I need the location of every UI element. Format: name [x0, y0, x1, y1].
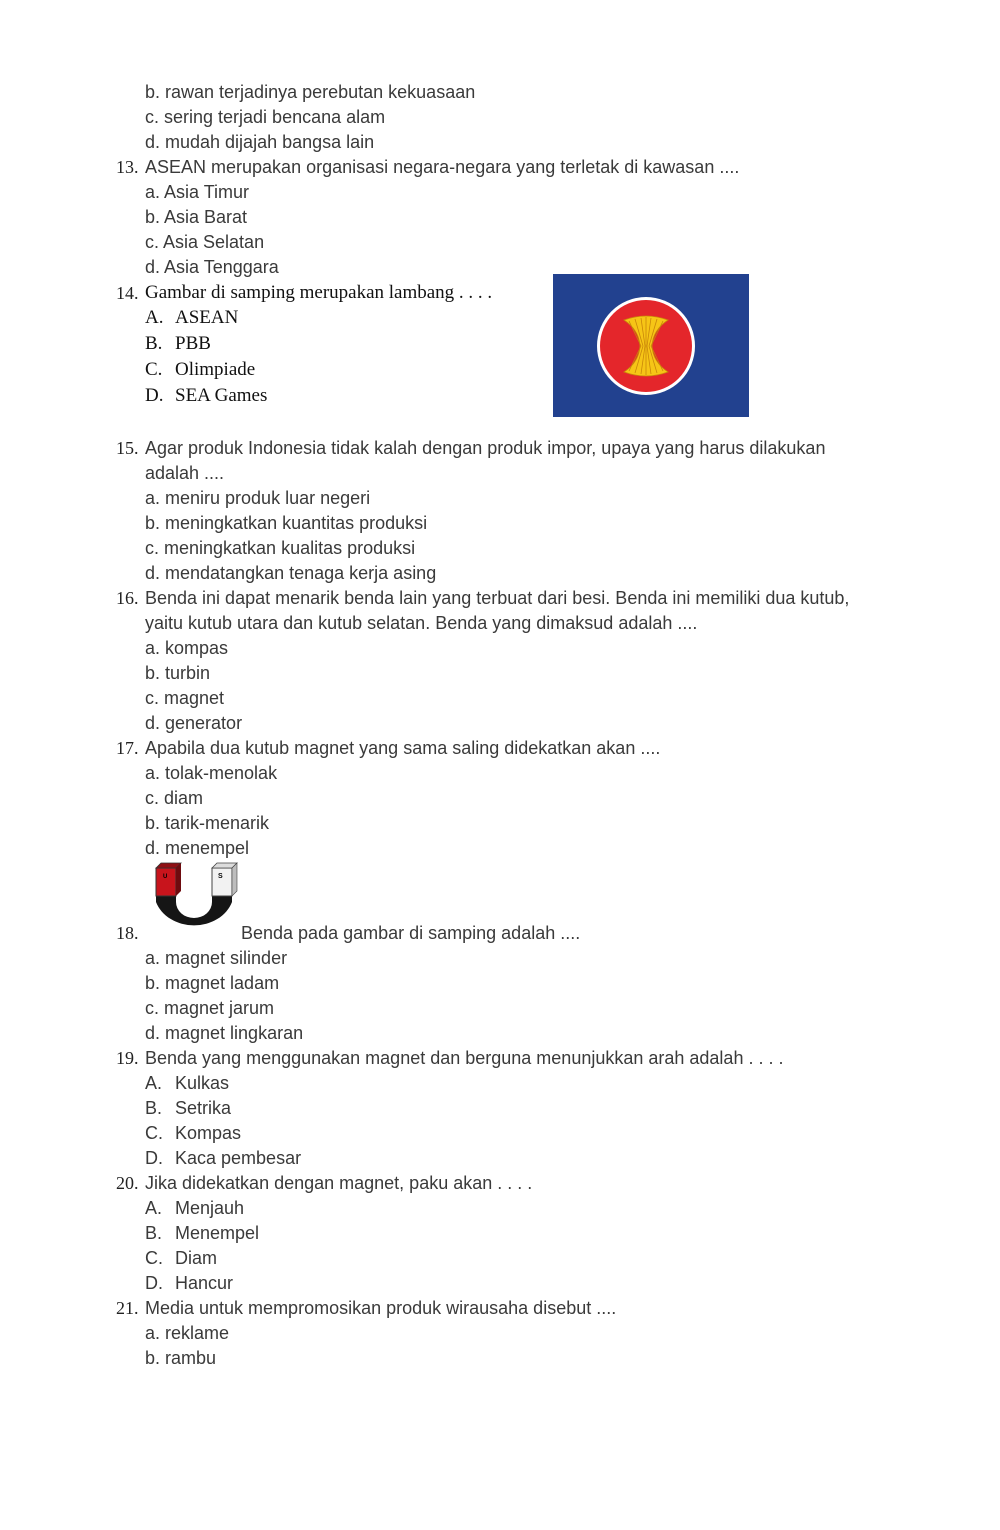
q20-option-d-text: Hancur [175, 1273, 234, 1293]
q20-option-b [145, 1222, 259, 1244]
q18-option-d: d. magnet lingkaran [145, 1023, 304, 1043]
q18-text: Benda pada gambar di samping adalah .... [241, 923, 581, 943]
q19-option-d [145, 1147, 301, 1169]
q17-option-b: b. tarik-menarik [145, 813, 270, 833]
q19-option-b [145, 1097, 231, 1119]
q19-option-d-label: D. [145, 1148, 163, 1168]
magnet-label-u: U [163, 874, 168, 880]
q13-option-b: b. Asia Barat [145, 207, 248, 227]
q14-option-b-text: PBB [175, 333, 211, 354]
q20-option-b-text: Menempel [175, 1223, 260, 1243]
q14-option-b-label: B. [145, 333, 163, 354]
q16-option-c: c. magnet [145, 688, 225, 708]
q19-option-d-text: Kaca pembesar [175, 1148, 302, 1168]
q17-option-a: a. tolak-menolak [145, 763, 278, 783]
q15-text-line1: Agar produk Indonesia tidak kalah dengan produk impor, upaya yang harus dilakukan [145, 438, 826, 458]
q21-number: 21. [116, 1298, 139, 1318]
q19-option-c-text: Kompas [175, 1123, 242, 1143]
q12-option-d: d. mudah dijajah bangsa lain [145, 132, 375, 152]
q18-option-a: a. magnet silinder [145, 948, 288, 968]
q13-option-c: c. Asia Selatan [145, 232, 265, 252]
q20-option-c-text: Diam [175, 1248, 218, 1268]
q17-option-d: d. menempel [145, 838, 250, 858]
q19-text: Benda yang menggunakan magnet dan berguna menunjukkan arah adalah . . . . [145, 1048, 784, 1068]
q13-option-d: d. Asia Tenggara [145, 257, 279, 277]
q20-option-a [145, 1197, 244, 1219]
q12-option-b: b. rawan terjadinya perebutan kekuasaan [145, 82, 476, 102]
q20-option-b-label: B. [145, 1223, 163, 1243]
q21-text: Media untuk mempromosikan produk wirausaha disebut .... [145, 1298, 617, 1318]
magnet-south-side [232, 863, 237, 896]
magnet-label-s: S [218, 873, 223, 880]
q20-option-c-label: C. [145, 1248, 163, 1268]
q14-option-c-label: C. [145, 359, 163, 380]
q15-option-c: c. meningkatkan kualitas produksi [145, 538, 416, 558]
q16-option-b: b. turbin [145, 663, 211, 683]
q12-option-c: c. sering terjadi bencana alam [145, 107, 386, 127]
q19-option-b-text: Setrika [175, 1098, 232, 1118]
q14-number: 14. [116, 283, 139, 303]
q14-option-d-label: D. [145, 385, 164, 406]
q17-number: 17. [116, 738, 139, 758]
q20-option-d-label: D. [145, 1273, 163, 1293]
q19-option-c-label: C. [145, 1123, 163, 1143]
q17-text: Apabila dua kutub magnet yang sama saling didekatkan akan .... [145, 738, 661, 758]
q17-option-c: c. diam [145, 788, 204, 808]
magnet-north-side [176, 863, 181, 896]
q14-option-a-label: A. [145, 307, 164, 328]
q20-option-c [145, 1247, 217, 1269]
q15-number: 15. [116, 438, 139, 458]
q20-option-a-text: Menjauh [175, 1198, 245, 1218]
q13-text: ASEAN merupakan organisasi negara-negara yang terletak di kawasan .... [145, 157, 740, 177]
q20-text: Jika didekatkan dengan magnet, paku akan . . . . [145, 1173, 533, 1193]
q13-number: 13. [116, 157, 139, 177]
q16-option-d: d. generator [145, 713, 243, 733]
q20-option-a-label: A. [145, 1198, 163, 1218]
q16-text-line2: yaitu kutub utara dan kutub selatan. Benda yang dimaksud adalah .... [145, 613, 698, 633]
q20-number: 20. [116, 1173, 139, 1193]
q16-number: 16. [116, 588, 139, 608]
q18-option-c: c. magnet jarum [145, 998, 275, 1018]
q18-option-b: b. magnet ladam [145, 973, 280, 993]
q14-option-c-text: Olimpiade [175, 359, 256, 380]
q15-option-d: d. mendatangkan tenaga kerja asing [145, 563, 437, 583]
q19-option-a [145, 1072, 229, 1094]
asean-flag-image [553, 274, 749, 417]
q21-option-a: a. reklame [145, 1323, 230, 1343]
q16-option-a: a. kompas [145, 638, 229, 658]
q15-option-a: a. meniru produk luar negeri [145, 488, 371, 508]
q14-option-d-text: SEA Games [175, 385, 268, 406]
q14-option-b [145, 333, 211, 355]
q21-option-b: b. rambu [145, 1348, 217, 1368]
q19-number: 19. [116, 1048, 139, 1068]
q20-option-d [145, 1272, 233, 1294]
q19-option-c [145, 1122, 241, 1144]
q15-option-b: b. meningkatkan kuantitas produksi [145, 513, 428, 533]
q16-text-line1: Benda ini dapat menarik benda lain yang terbuat dari besi. Benda ini memiliki dua kutub, [145, 588, 850, 608]
magnet-body [156, 894, 232, 925]
q14-option-d [145, 385, 267, 407]
q14-text: Gambar di samping merupakan lambang . . . . [145, 282, 493, 303]
q14-option-a-text: ASEAN [175, 307, 239, 328]
q18-number: 18. [116, 923, 139, 943]
q14-option-a [145, 307, 238, 329]
q19-option-a-text: Kulkas [175, 1073, 230, 1093]
q13-option-a: a. Asia Timur [145, 182, 250, 202]
magnet-north-pole [156, 868, 176, 896]
q14-option-c [145, 359, 255, 381]
horseshoe-magnet-image [150, 858, 242, 938]
q15-text-line2: adalah .... [145, 463, 225, 483]
q19-option-a-label: A. [145, 1073, 163, 1093]
q19-option-b-label: B. [145, 1098, 163, 1118]
